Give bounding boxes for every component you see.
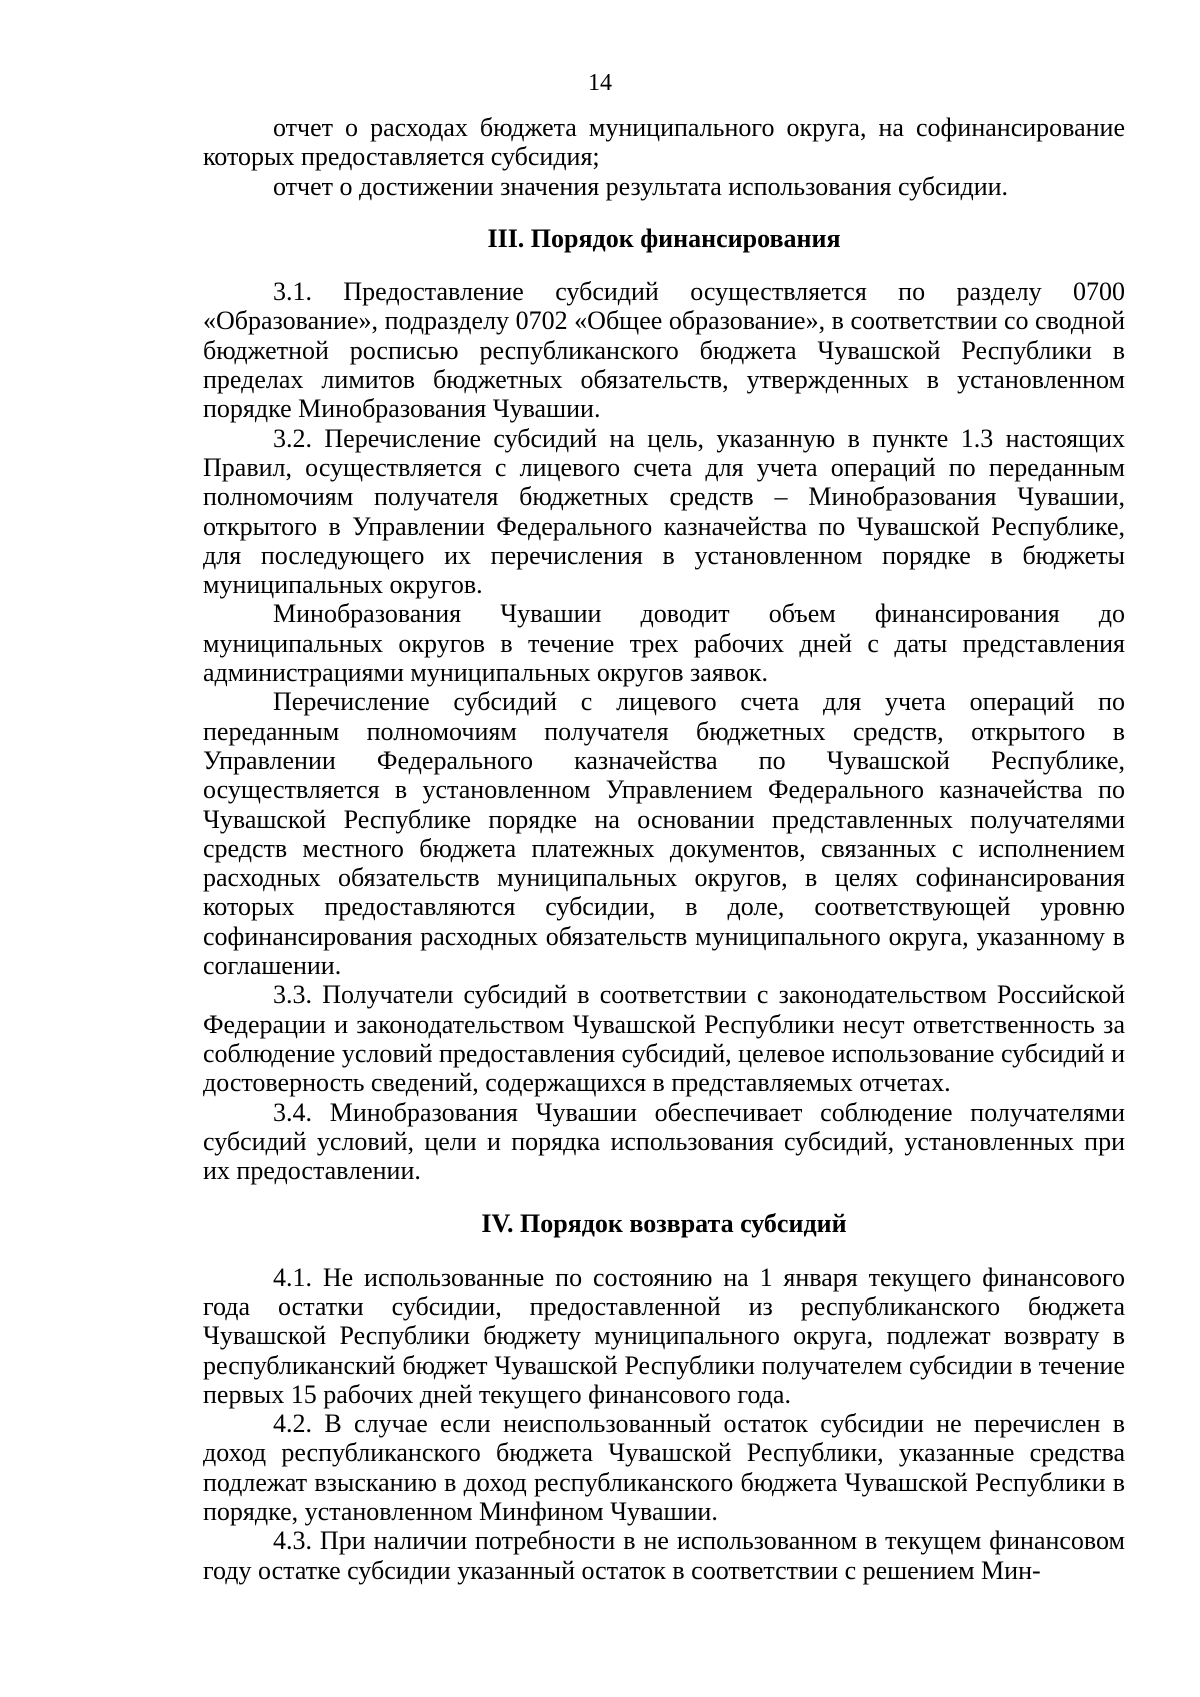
paragraph: Перечисление субсидий с лицевого счета для учета операций по переданным полномочиям получателя бюджетных средств, открытого в Управлении Федерального казначейства по Чувашской Республике, осуществляется в установленном Управлением Федерального казначейства по Чувашской Республике порядке на основании представленных получателями средств местного бюджета платежных документов, связанных с исполнением расходных обязательств муниципальных округов, в целях софинансирования которых предоставляются субсидии, в доле, соответствующей уровню софинансирования расходных обязательств муниципального округа, указанному в соглашении. bbox=[203, 687, 1125, 981]
paragraph-3-3: 3.3. Получатели субсидий в соответствии с законодательством Российской Федерации и законодательством Чувашской Республики несут ответственность за соблюдение условий предоставления субсидий, целевое использование субсидий и достоверность сведений, содержащихся в представляемых отчетах. bbox=[203, 980, 1125, 1098]
paragraph-3-4: 3.4. Минобразования Чувашии обеспечивает соблюдение получателями субсидий условий, цели и порядка использования субсидий, установленных при их предоставлении. bbox=[203, 1097, 1125, 1186]
paragraph: отчет о расходах бюджета муниципального округа, на софинансирование которых предоставляется субсидия; bbox=[203, 113, 1125, 172]
paragraph-3-2: 3.2. Перечисление субсидий на цель, указанную в пункте 1.3 настоящих Правил, осуществляется с лицевого счета для учета операций по переданным полномочиям получателя бюджетных средств – Минобразования Чувашии, открытого в Управлении Федерального казначейства по Чувашской Республике, для последующего их перечисления в установленном порядке в бюджеты муниципальных округов. bbox=[203, 423, 1125, 600]
paragraph-4-3: 4.3. При наличии потребности в не использованном в текущем финансовом году остатке субсидии указанный остаток в соответствии с решением Мин- bbox=[203, 1526, 1125, 1585]
page-number: 14 bbox=[588, 70, 612, 96]
paragraph: Минобразования Чувашии доводит объем финансирования до муниципальных округов в течение трех рабочих дней с даты представления администрациями муниципальных округов заявок. bbox=[203, 599, 1125, 688]
section-3-heading: III. Порядок финансирования bbox=[487, 223, 841, 253]
paragraph-4-2: 4.2. В случае если неиспользованный остаток субсидии не перечислен в доход республиканского бюджета Чувашской Республики, указанные средства подлежат взысканию в доход республиканского бюджета Чувашской Республики в порядке, установленном Минфином Чувашии. bbox=[203, 1409, 1125, 1527]
document-body bbox=[203, 113, 1125, 1585]
section-4-heading: IV. Порядок возврата субсидий bbox=[481, 1209, 847, 1239]
paragraph-4-1: 4.1. Не использованные по состоянию на 1 января текущего финансового года остатки субсидии, предоставленной из республиканского бюджета Чувашской Республики бюджету муниципального округа, подлежат возврату в республиканский бюджет Чувашской Республики получателем субсидии в течение первых 15 рабочих дней текущего финансового года. bbox=[203, 1262, 1125, 1409]
paragraph: отчет о достижении значения результата использования субсидии. bbox=[273, 171, 1009, 201]
paragraph-3-1: 3.1. Предоставление субсидий осуществляется по разделу 0700 «Образование», подразделу 0702 «Общее образование», в соответствии со сводной бюджетной росписью республиканского бюджета Чувашской Республики в пределах лимитов бюджетных обязательств, утвержденных в установленном порядке Минобразования Чувашии. bbox=[203, 277, 1125, 424]
